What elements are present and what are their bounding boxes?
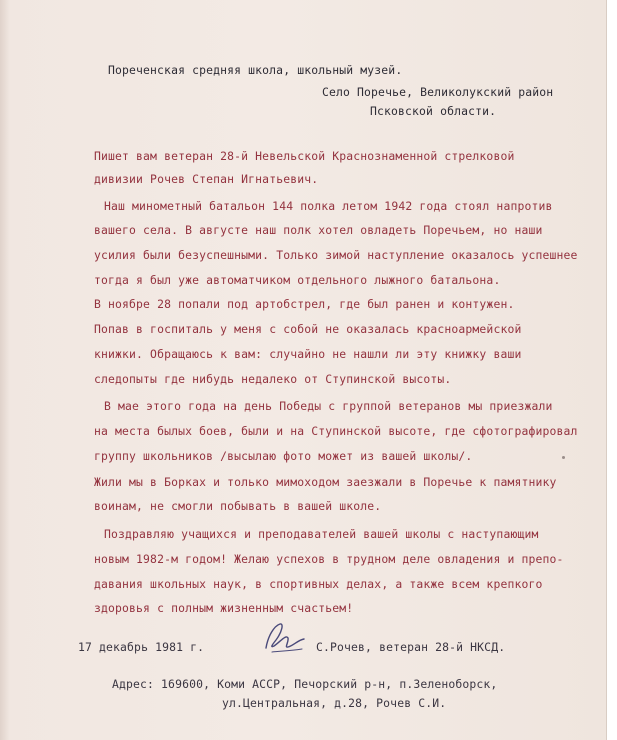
header-village-line: Село Поречье, Великолукский район — [322, 85, 554, 99]
body-line: следопыты где нибудь недалеко от Ступинской высоты. — [94, 372, 452, 386]
body-line: Наш минометный батальон 144 полка летом 1942 года стоял напротив — [104, 199, 553, 213]
body-line: В мае этого года на день Победы с группой ветеранов мы приезжали — [104, 399, 553, 413]
signer-name: С.Рочев, ветеран 28-й НКСД. — [316, 640, 506, 654]
body-line: новым 1982-м годом! Желаю успехов в трудном деле овладения и препо- — [94, 552, 564, 566]
body-line: тогда я был уже автоматчиком отдельного лыжного батальона. — [94, 273, 501, 287]
body-line: В ноябре 28 попали под артобстрел, где был ранен и контужен. — [94, 297, 515, 311]
body-line: дивизии Рочев Степан Игнатьевич. — [94, 172, 319, 186]
body-line: усилия были безуспешными. Только зимой наступление оказалось успешнее — [94, 248, 578, 262]
body-line: вашего села. В августе наш полк хотел овладеть Поречьем, но наши — [94, 223, 543, 237]
body-line: Пишет вам ветеран 28-й Невельской Краснознаменной стрелковой — [94, 149, 515, 163]
body-line: Попав в госпиталь у меня с собой не оказалась красноармейской — [94, 322, 522, 336]
address-line-1: Адрес: 169600, Коми АССР, Печорский р-н, п.Зеленоборск, — [112, 677, 498, 691]
letter-date: 17 декабрь 1981 г. — [78, 640, 205, 654]
handwritten-signature — [258, 618, 308, 658]
body-line: воинам, не смогли побывать в вашей школе. — [94, 499, 382, 513]
body-line: давания школьных наук, в спортивных делах, а также всем крепкого — [94, 577, 543, 591]
paper-edge-shadow — [0, 0, 10, 740]
address-line-2: ул.Центральная, д.28, Рочев С.И. — [222, 696, 447, 710]
body-line: книжки. Обращаюсь к вам: случайно не нашли ли эту книжку ваши — [94, 347, 522, 361]
header-school-line: Пореченская средняя школа, школьный музей. — [108, 63, 403, 77]
body-line: Жили мы в Борках и только мимоходом заезжали в Поречье к памятнику — [94, 475, 557, 489]
body-line: группу школьников /высылаю фото может из вашей школы/. — [94, 449, 473, 463]
body-line: на места былых боев, были и на Ступинской высоте, где сфотографировал — [94, 424, 578, 438]
ink-speck — [562, 456, 565, 459]
header-region-line: Псковской области. — [370, 104, 497, 118]
body-line: Поздравляю учащихся и преподавателей вашей школы с наступающим — [104, 527, 539, 541]
body-line: здоровья с полным жизненным счастьем! — [94, 601, 354, 615]
